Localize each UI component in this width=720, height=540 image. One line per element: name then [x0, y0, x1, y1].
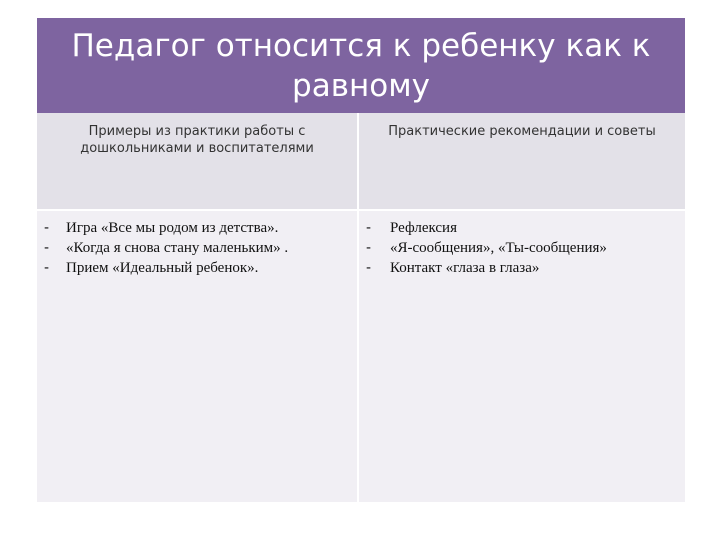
- column-header-examples: Примеры из практики работы с дошкольниками и воспитателями: [37, 113, 359, 209]
- recommendations-list: [359, 218, 685, 278]
- slide-title: Педагог относится к ребенку как к равному: [37, 18, 685, 113]
- list-item: - Игра «Все мы родом из детства».: [37, 218, 357, 238]
- list-item: - Контакт «глаза в глаза»: [359, 258, 685, 278]
- column-header-recommendations: Практические рекомендации и советы: [359, 113, 685, 209]
- list-item: - «Я-сообщения», «Ты-сообщения»: [359, 238, 685, 258]
- recommendations-cell: [359, 209, 685, 502]
- examples-list: [37, 218, 357, 278]
- list-item: - «Когда я снова стану маленьким» .: [37, 238, 357, 258]
- content-table: [37, 113, 685, 502]
- list-item: - Рефлексия: [359, 218, 685, 238]
- examples-cell: [37, 209, 359, 502]
- list-item: - Прием «Идеальный ребенок».: [37, 258, 357, 278]
